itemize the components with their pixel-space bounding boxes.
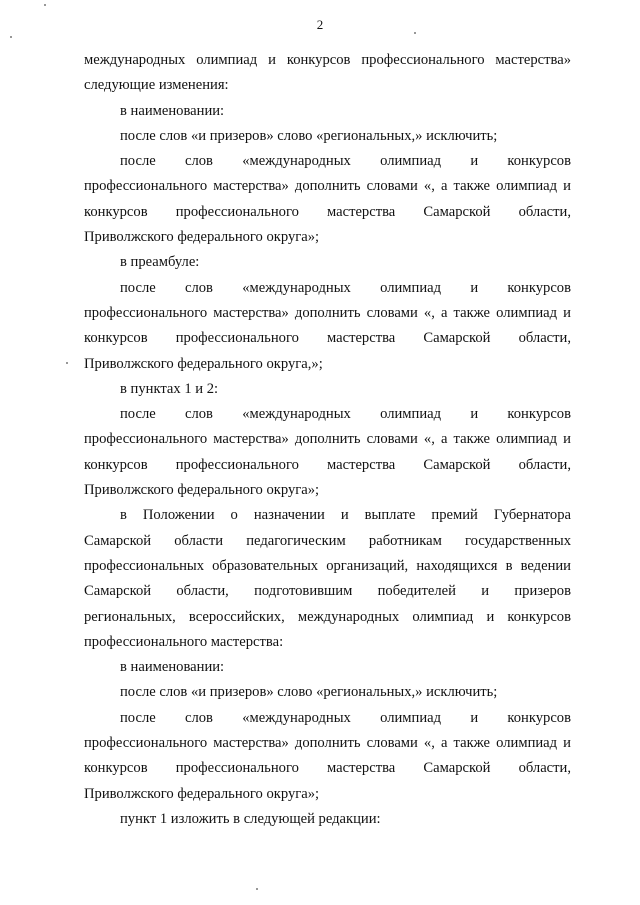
text-line: после слов «международных олимпиад и конкурсов <box>120 153 571 170</box>
scan-speck <box>44 4 46 6</box>
text-line: в наименовании: <box>120 102 225 119</box>
scan-speck <box>256 888 258 890</box>
text-line: профессиональных образовательных организаций, находящихся в ведении <box>84 557 571 574</box>
text-line: региональных, всероссийских, международных олимпиад и конкурсов <box>84 608 571 625</box>
text-line: следующие изменения: <box>84 77 229 94</box>
text-line: профессионального мастерства» дополнить словами «, а также олимпиад и <box>84 178 571 195</box>
text-line: в преамбуле: <box>120 254 200 271</box>
text-line: Самарской области, подготовившим победителей и призеров <box>84 583 571 600</box>
text-line: профессионального мастерства» дополнить словами «, а также олимпиад и <box>84 431 571 448</box>
text-line: конкурсов профессионального мастерства Самарской области, <box>84 330 571 347</box>
text-line: в пунктах 1 и 2: <box>120 380 219 397</box>
text-line: после слов «и призеров» слово «региональных,» исключить; <box>120 684 498 701</box>
text-line: конкурсов профессионального мастерства Самарской области, <box>84 760 571 777</box>
text-line: профессионального мастерства» дополнить словами «, а также олимпиад и <box>84 735 571 752</box>
text-line: после слов «международных олимпиад и конкурсов <box>120 279 571 296</box>
text-line: пункт 1 изложить в следующей редакции: <box>120 810 381 827</box>
scan-speck <box>414 32 416 34</box>
text-line: после слов «международных олимпиад и конкурсов <box>120 709 571 726</box>
text-line: в Положении о назначении и выплате премий Губернатора <box>120 507 571 524</box>
text-line: после слов «и призеров» слово «региональных,» исключить; <box>120 127 498 144</box>
document-body <box>84 48 571 832</box>
text-line: Приволжского федерального округа»; <box>84 482 320 499</box>
text-line: Приволжского федерального округа»; <box>84 229 320 246</box>
text-line: международных олимпиад и конкурсов профессионального мастерства» <box>84 52 571 68</box>
text-line: конкурсов профессионального мастерства Самарской области, <box>84 456 571 473</box>
text-line: Приволжского федерального округа,»; <box>84 355 323 372</box>
page-number: 2 <box>316 17 324 32</box>
scan-speck <box>66 362 68 364</box>
text-line: профессионального мастерства» дополнить словами «, а также олимпиад и <box>84 304 571 321</box>
text-line: Самарской области педагогическим работникам государственных <box>84 532 571 549</box>
text-line: Приволжского федерального округа»; <box>84 785 320 802</box>
text-line: после слов «международных олимпиад и конкурсов <box>120 406 571 423</box>
text-line: конкурсов профессионального мастерства Самарской области, <box>84 203 571 220</box>
text-line: в наименовании: <box>120 659 225 676</box>
scan-speck <box>10 36 12 38</box>
text-line: профессионального мастерства: <box>84 633 284 650</box>
